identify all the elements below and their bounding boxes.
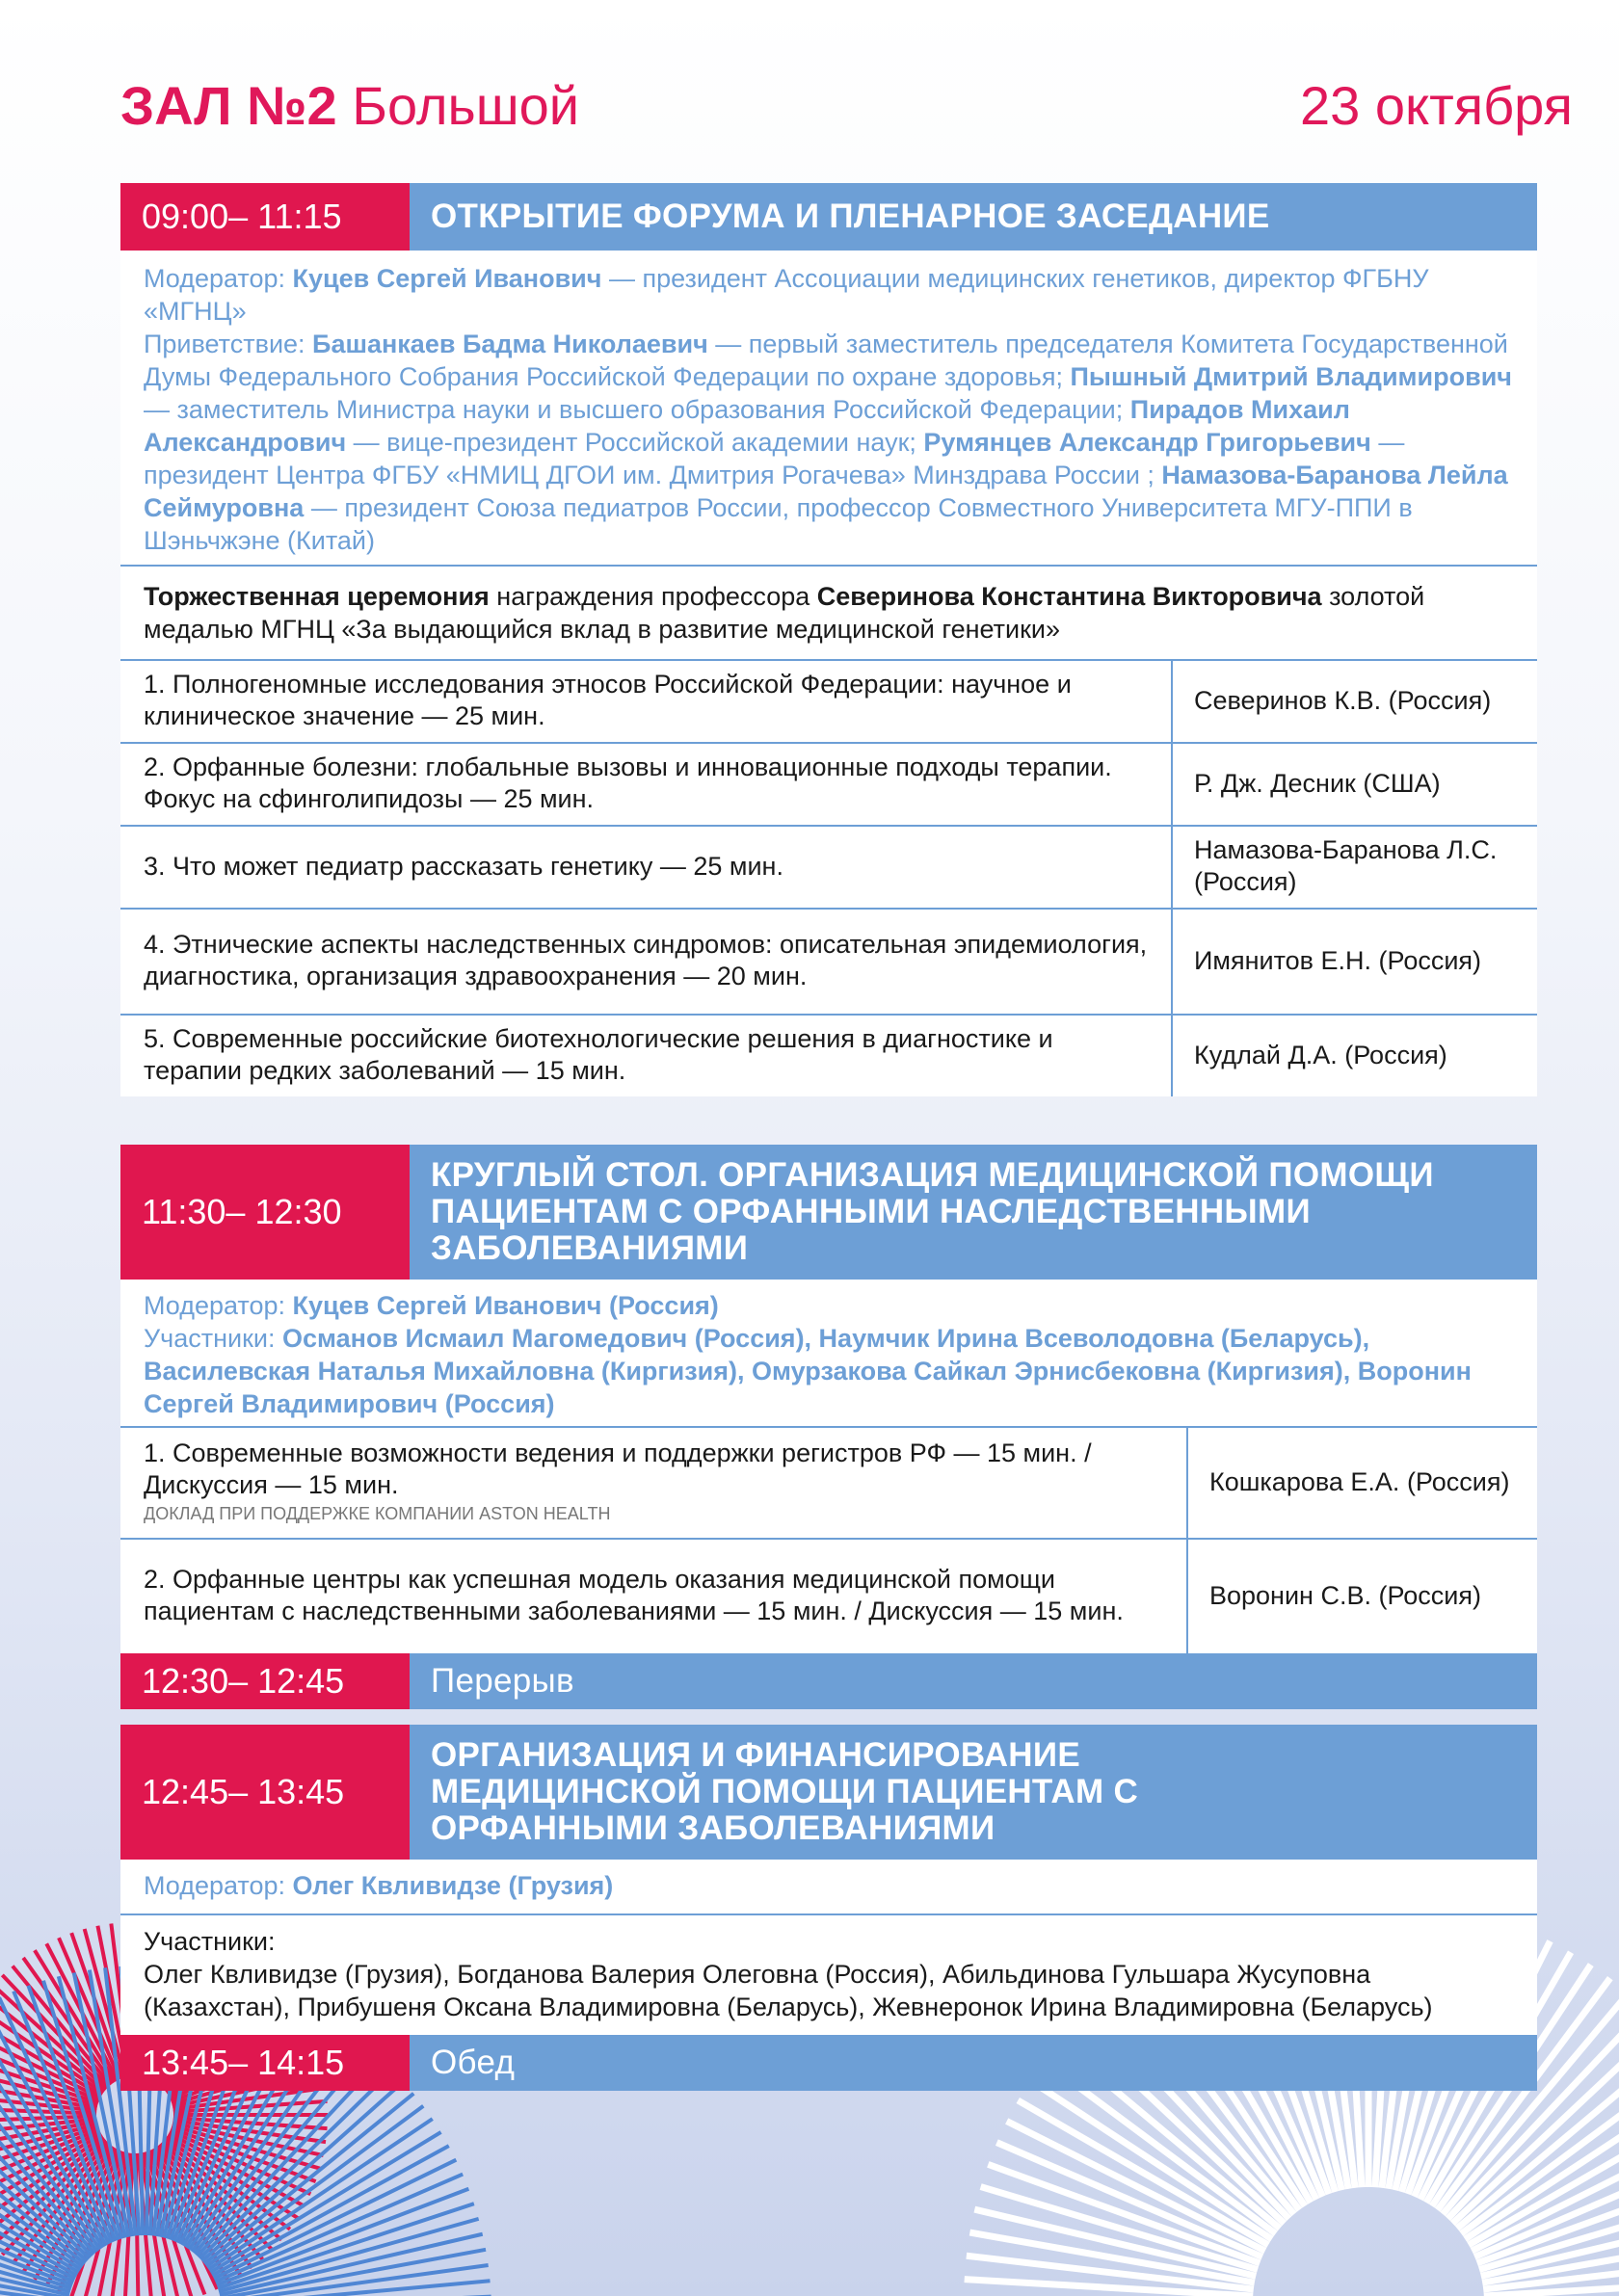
burst-ray [0,2141,106,2245]
talk-speaker: Намазова-Баранова Л.С. (Россия) [1171,827,1537,908]
lunch-title: Обед [410,2035,1537,2091]
burst-ray [164,2140,281,2240]
burst-ray [28,1986,119,2240]
burst-ray [0,2070,90,2258]
talk-title: 5. Современные российские биотехнологические решения в диагностике и терапии редких заболеваний — 15 мин. [144,1024,1053,1085]
burst-ray [1483,2256,1619,2289]
burst-ray [0,2132,79,2272]
talk-list [120,1428,1537,1653]
talk-cell [120,1428,1186,1538]
burst-ray [0,2004,109,2244]
talk-row [120,1016,1537,1096]
burst-ray [46,2150,117,2286]
burst-ray [219,2219,479,2292]
burst-ray [0,2106,83,2267]
burst-ray [13,2145,111,2264]
moderator-name: Олег Квливидзе (Грузия) [292,1871,614,1900]
burst-ray [23,1958,113,2083]
burst-ray [0,2204,71,2288]
burst-ray [0,2020,103,2248]
burst-ray [2,2143,108,2255]
talk-speaker: Имянитов Е.Н. (Россия) [1171,910,1537,1014]
burst-ray [206,2106,423,2267]
talk-speaker: Северинов К.В. (Россия) [1171,661,1537,742]
burst-ray [0,1997,112,2242]
burst-ray [0,2175,74,2283]
burst-ray [0,2160,75,2279]
burst-ray [0,1995,105,2091]
session-moderators [120,1280,1537,1428]
burst-ray [148,2151,204,2294]
session-title: ОТКРЫТИЕ ФОРУМА И ПЛЕНАРНОЕ ЗАСЕДАНИЕ [410,183,1537,251]
session-round-table [120,1145,1537,1653]
talk-title: 1. Полногеномные исследования этносов Российской Федерации: научное и клиническое значение — 25 мин. [144,670,1072,730]
talk-speaker: Кудлай Д.А. (Россия) [1171,1016,1537,1096]
participants-names: Османов Исмаил Магомедович (Россия), Наумчик Ирина Всеволодовна (Беларусь), Василевская Наталья Михайловна (Киргизия), Омурзакова Сайкал Эрнисбековна (Киргизия), Воронин Сергей Владимирович (Россия) [144,1324,1472,1418]
burst-ray [1474,2143,1619,2257]
burst-ray [71,1933,122,2078]
talk-row [120,1540,1537,1653]
burst-ray [0,2094,85,2264]
burst-ray [173,2088,326,2110]
burst-ray [1482,2232,1619,2283]
moderator-desc: — президент Ассоциации медицинских генетиков, директор ФГБНУ «МГНЦ» [144,264,1429,326]
burst-ray [169,2133,305,2206]
greeting-desc: — вице-президент Российской академии наук; [346,428,924,457]
burst-ray [0,2281,67,2296]
burst-ray [1469,2100,1619,2245]
session-time: 11:30– 12:30 [120,1145,410,1280]
talk-title: 1. Современные возможности ведения и поддержки регистров РФ — 15 мин. / Дискуссия — 15 мин. [144,1438,1092,1499]
talk-row [120,661,1537,744]
session-header [120,1725,1537,1860]
break-title: Перерыв [410,1653,1537,1709]
burst-ray [160,2144,262,2259]
burst-ray [222,2281,491,2296]
burst-ray [46,1943,117,2080]
burst-ray [0,2059,92,2256]
burst-ray [85,1929,125,2077]
burst-ray [0,2265,68,2296]
burst-ray [163,2142,273,2250]
burst-ray [0,2122,97,2149]
greeting-name: Башанкаев Бадма Николаевич [312,330,708,358]
moderator-label: Модератор: [144,1871,293,1900]
talk-title: 2. Орфанные болезни: глобальные вызовы и инновационные подходы терапии. Фокус на сфинголипидозы — 25 мин. [144,752,1112,813]
burst-ray [166,2138,290,2230]
greeting-desc: — президент Центра ФГБУ «НМИЦ ДГОИ им. Дмитрия Рогачева» Минздрава России ; [144,428,1405,489]
page-header [120,0,1573,183]
burst-ray [0,2012,106,2245]
burst-ray [0,2126,98,2175]
burst-ray [220,2234,483,2295]
burst-ray [988,2164,1260,2263]
burst-ray [210,2132,440,2272]
talk-row [120,744,1537,827]
burst-ray [0,2134,101,2212]
burst-ray [0,2234,69,2295]
ceremony-label: Торжественная церемония [144,582,490,611]
burst-ray [0,2018,101,2096]
burst-ray [0,2108,96,2114]
burst-ray [0,2250,68,2296]
burst-ray [974,2209,1256,2276]
burst-ray [59,1938,119,2079]
talk-row [120,910,1537,1016]
burst-ray [208,2119,432,2269]
burst-ray [0,2081,97,2108]
participants-names: Олег Квливидзе (Грузия), Богданова Валерия Олеговна (Россия), Абильдинова Гульшара Жусуповна (Казахстан), Прибушеня Оксана Владимировна (Беларусь), Жевнеронок Ирина Владимировна (Беларусь) [144,1960,1433,2021]
burst-ray [172,2128,316,2181]
moderator-name: Куцев Сергей Иванович [292,264,602,293]
burst-ray [146,2151,192,2296]
burst-ray [173,2123,323,2155]
talk-list [120,661,1537,1096]
session-participants [120,1915,1537,2035]
burst-ray [969,2232,1254,2283]
burst-ray [59,1976,125,2237]
burst-ray [0,2139,105,2234]
burst-ray [0,2029,100,2098]
burst-ray [71,2151,122,2296]
burst-ray [1030,2080,1272,2239]
burst-ray [0,2119,81,2269]
burst-ray [144,2152,178,2296]
participants-label: Участники: [144,1927,276,1956]
burst-ray [85,2152,125,2296]
session-time: 12:45– 13:45 [120,1725,410,1860]
burst-ray [218,2204,474,2288]
burst-ray [967,2256,1254,2289]
ceremony-text: золотой медалью МГНЦ «За выдающийся вклад в развитие медицинской генетики» [144,582,1425,644]
program-page [120,0,1573,2091]
burst-ray [221,2250,486,2296]
lunch-row [120,2035,1537,2091]
talk-title: 2. Орфанные центры как успешная модель оказания медицинской помощи пациентам с наследственными заболеваниями — 15 мин. / Дискуссия — 15 мин. [144,1565,1124,1625]
moderator-name: Куцев Сергей Иванович (Россия) [292,1291,719,1320]
burst-ray [151,2150,217,2289]
burst-ray [168,2135,298,2218]
session-time: 09:00– 11:15 [120,183,410,251]
break-row [120,1653,1537,1709]
burst-ray [172,2125,320,2169]
burst-ray [217,2189,469,2285]
ceremony-text: награждения профессора [489,582,817,611]
hall-name: Большой [352,75,580,136]
burst-ray [1018,2100,1268,2245]
burst-ray [221,2265,488,2296]
moderator-label: Модератор: [144,1291,293,1320]
session-moderators [120,1860,1537,1915]
talk-speaker: Воронин С.В. (Россия) [1186,1540,1537,1653]
greeting-name: Пирадов Михаил Александрович [144,395,1350,457]
burst-ray [13,1992,116,2241]
burst-ray [139,2153,152,2296]
burst-ray [1007,2122,1265,2252]
burst-ray [136,2153,139,2296]
talk-row [120,1428,1537,1540]
greeting-name: Намазова-Баранова Лейла Сеймуровна [144,461,1508,522]
session-title: ОРГАНИЗАЦИЯ И ФИНАНСИРОВАНИЕ МЕДИЦИНСКОЙ ПОМОЩИ ПАЦИЕНТАМ С ОРФАННЫМИ ЗАБОЛЕВАНИЯМИ [410,1725,1537,1860]
burst-ray [0,2006,103,2093]
burst-ray [170,2130,310,2194]
burst-ray [1472,2122,1619,2252]
burst-ray [173,2121,326,2143]
burst-ray [0,2081,87,2260]
burst-ray [0,2132,100,2201]
hall-title [120,75,580,136]
participants-label: Участники: [144,1324,282,1353]
burst-ray [0,2119,96,2135]
session-header [120,1145,1537,1280]
burst-ray [124,2153,132,2296]
talk-speaker: Р. Дж. Десник (США) [1171,744,1537,825]
session-moderators [120,251,1537,567]
burst-ray [0,2055,98,2103]
burst-ray [173,2101,328,2112]
greeting-desc: — заместитель Министра науки и высшего образования Российской Федерации; [144,395,1130,424]
greeting-desc: — президент Союза педиатров России, профессор Совместного Университета МГУ-ППИ в Шэньчжэне (Китай) [144,493,1413,555]
greeting-name: Румянцев Александр Григорьевич [923,428,1371,457]
burst-ray [0,2095,96,2111]
talk-title: 3. Что может педиатр рассказать генетику — 25 мин. [144,851,783,881]
burst-ray [1481,2209,1619,2276]
burst-ray [0,2039,97,2252]
burst-ray [2,1975,108,2087]
burst-ray [35,1950,115,2082]
burst-ray [0,2129,99,2188]
burst-ray [35,2148,115,2280]
ceremony-honoree: Северинова Константина Викторовича [816,582,1322,611]
session-header [120,183,1537,251]
burst-ray [0,2219,70,2292]
burst-ray [204,2094,413,2264]
burst-ray [0,2068,97,2105]
burst-ray [154,2149,229,2283]
session-title: КРУГЛЫЙ СТОЛ. ОРГАНИЗАЦИЯ МЕДИЦИНСКОЙ ПОМОЩИ ПАЦИЕНТАМ С ОРФАННЫМИ НАСЛЕДСТВЕННЫМИ ЗАБОЛЕВАНИЯМИ [410,1145,1537,1280]
burst-ray [0,2189,72,2285]
burst-ray [212,2146,449,2275]
session-financing [120,1725,1537,2035]
burst-ray [156,2147,241,2276]
burst-ray [0,2048,94,2254]
talk-row [120,827,1537,910]
burst-ray [215,2175,463,2283]
burst-ray [59,2151,119,2292]
burst-ray [981,2187,1258,2270]
burst-ray [199,2070,392,2258]
burst-ray [214,2160,456,2279]
burst-ray [97,2152,127,2296]
burst-ray [0,2137,103,2224]
burst-ray [43,1981,122,2239]
burst-ray [0,2029,100,2250]
break-time: 12:30– 12:45 [120,1653,410,1709]
greeting-label: Приветствие: [144,330,313,358]
burst-ray [996,2143,1261,2257]
burst-ray [111,2153,130,2296]
talk-speaker: Кошкарова Е.А. (Россия) [1186,1428,1537,1538]
burst-ray [0,2146,77,2275]
burst-ray [1484,2280,1619,2296]
session-opening [120,183,1537,1096]
burst-ray [1477,2164,1619,2263]
burst-ray [173,2118,328,2128]
burst-ray [1479,2187,1619,2270]
ceremony-info [120,567,1537,661]
hall-number: ЗАЛ №2 [120,75,337,136]
burst-ray [0,1985,106,2089]
burst-ray [158,2146,252,2268]
burst-ray [965,2280,1253,2296]
talk-title: 4. Этнические аспекты наследственных синдромов: описательная эпидемиология, диагностика, организация здравоохранения — 20 мин. [144,930,1148,990]
event-date: 23 октября [1299,75,1573,136]
burst-ray [23,2147,113,2272]
burst-ray [13,1966,111,2086]
greeting-desc: — первый заместитель председателя Комитета Государственной Думы Федерального Собрания Российской Федерации по охране здоровья; [144,330,1508,391]
burst-ray [0,2116,96,2122]
talk-sponsor-note: ДОКЛАД ПРИ ПОДДЕРЖКЕ КОМПАНИИ ASTON HEALTH [144,1504,611,1523]
moderator-label: Модератор: [144,264,293,293]
burst-ray [1465,2080,1619,2239]
burst-ray [0,2124,97,2162]
greeting-name: Пышный Дмитрий Владимирович [1070,362,1512,391]
burst-ray [0,2042,99,2100]
lunch-time: 13:45– 14:15 [120,2035,410,2091]
burst-ray [141,2152,165,2296]
burst-ray [202,2081,404,2260]
